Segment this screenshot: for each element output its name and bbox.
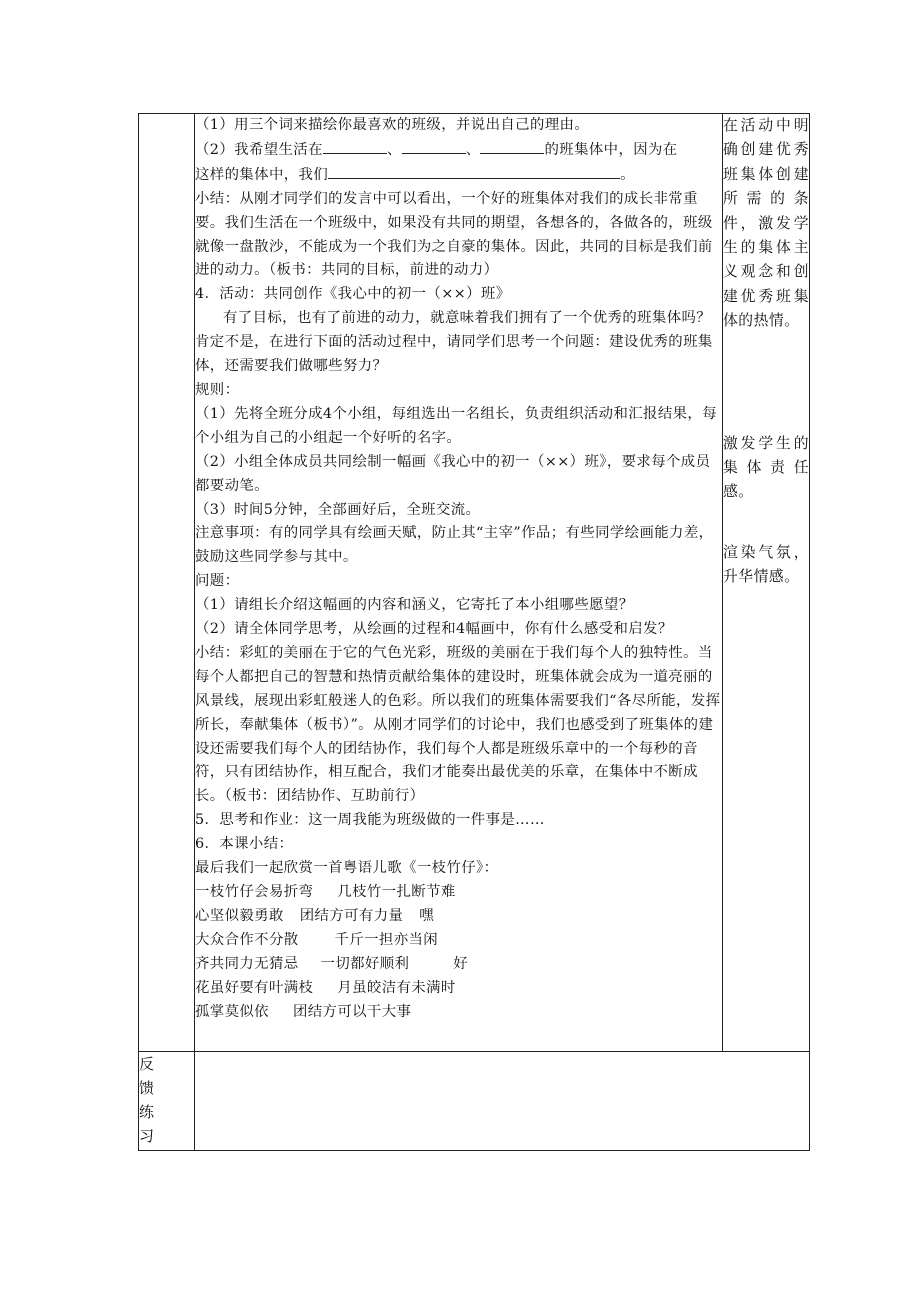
fill-blank[interactable]: [402, 138, 466, 154]
activity-row: [139, 114, 810, 1052]
song-lyrics: [195, 881, 722, 1024]
fill-blank[interactable]: [480, 138, 544, 154]
lyric: 千斤一担亦当闲: [334, 931, 439, 948]
lyric: 月虽皎洁有未满时: [337, 979, 456, 996]
item-5: 5．思考和作业：这一周我能为班级做的一件事是……: [195, 812, 545, 829]
rules-heading: 规则：: [195, 381, 240, 398]
song-line: [195, 881, 722, 905]
lyric: 嘿: [419, 907, 435, 924]
intent-2: 激发学生的集体责任感。: [723, 434, 809, 501]
lyric: 孤掌莫似依: [195, 1003, 269, 1020]
activity-content-cell: [195, 114, 723, 1052]
lesson-plan-table: [138, 113, 810, 1151]
label-char: 反: [139, 1055, 155, 1073]
rule-2: （2）小组全体成员共同绘制一幅画《我心中的初一（××）班》，要求每个成员都要动笔。: [195, 453, 711, 494]
rule-1: （1）先将全班分成4个小组，每组选出一名组长，负责组织活动和汇报结果，每个小组为自己的小组起一个好听的名字。: [195, 405, 717, 446]
lyric: 几枝竹一扎断节难: [337, 884, 456, 900]
label-char: 练: [139, 1103, 155, 1121]
question-1: （1）请组长介绍这幅画的内容和涵义，它寄托了本小组哪些愿望？: [195, 597, 634, 614]
feedback-content[interactable]: [195, 1052, 810, 1151]
summary-1: 小结：从刚才同学们的发言中可以看出，一个好的班集体对我们的成长非常重要。我们生活在一个班级中，如果没有共同的期望，各想各的，各做各的，班级就像一盘散沙，不能成为一个我们为之自豪的集体。因此，共同的目标是我们前进的动力。（板书：共同的目标，前进的动力）: [195, 190, 713, 279]
lyric: 齐共同力无猜忌: [195, 955, 299, 972]
text: 。: [620, 166, 635, 183]
lyric: 团结方可有力量: [299, 907, 404, 924]
summary-2: 小结：彩虹的美丽在于它的气色光彩，班级的美丽在于我们每个人的独特性。当每个人都把自己的智慧和热情贡献给集体的建设时，班集体就会成为一道亮丽的风景线，展现出彩虹般迷人的色彩。所以我们的班集体需要我们“各尽所能，发挥所长，奉献集体（板书）”。从刚才同学们的讨论中，我们也感受到了班集体的建设还需要我们每个人的团结协作，我们每个人都是班级乐章中的一个每秒的音符，只有团结协作，相互配合，我们才能奏出最优美的乐章，在集体中不断成长。（板书：团结协作、互助前行）: [195, 644, 721, 805]
intent-3: 渲染气氛，升华情感。: [723, 543, 809, 586]
song-line: [195, 953, 722, 977]
lyric: 团结方可以干大事: [292, 1003, 412, 1020]
question-2: （2）请全体同学思考，从绘画的过程和4幅画中，你有什么感受和启发？: [195, 621, 673, 638]
fill-blank[interactable]: [328, 163, 620, 179]
lyric: 好: [453, 955, 469, 972]
question-line-2: [195, 138, 722, 163]
label-char: 馈: [139, 1079, 155, 1097]
text: 的班集体中，因为在: [544, 141, 678, 158]
intent-1: 在活动中明确创建优秀班集体创建所需的条件，激发学生的集体主义观念和创建优秀班集体的热情。: [723, 117, 809, 330]
song-line: [195, 905, 722, 929]
song-intro: 最后我们一起欣赏一首粤语儿歌《一枝竹仔》：: [195, 860, 499, 877]
design-intent-cell: [723, 114, 810, 1052]
rule-3: （3）时间5分钟，全部画好后，全班交流。: [195, 501, 481, 518]
lyric: 一枝竹仔会易折弯: [195, 884, 314, 900]
activity-4-intro: 有了目标，也有了前进的动力，就意味着我们拥有了一个优秀的班集体吗？肯定不是，在进行下面的活动过程中，请同学们思考一个问题：建设优秀的班集体，还需要我们做哪些努力？: [195, 310, 713, 375]
song-line: [195, 977, 722, 1001]
label-char: 习: [139, 1127, 155, 1145]
text: 这样的集体中，我们: [195, 166, 329, 183]
lyric: 一切都好顺利: [320, 955, 410, 972]
lyric: 心坚似毅勇敢: [195, 907, 284, 924]
fill-blank[interactable]: [323, 138, 387, 154]
empty-label-cell: [139, 114, 195, 1052]
text: （2）我希望生活在: [195, 141, 323, 158]
song-line: [195, 929, 722, 953]
text: 、: [386, 141, 402, 158]
question-line-1: （1）用三个词来描绘你最喜欢的班级，并说出自己的理由。: [195, 117, 590, 133]
lyric: 花虽好要有叶满枝: [195, 979, 314, 996]
feedback-row: [139, 1052, 810, 1151]
song-line: [195, 1001, 722, 1025]
item-6: 6．本课小结：: [195, 836, 294, 853]
question-line-3: [195, 163, 722, 188]
activity-4-heading: 4．活动：共同创作《我心中的初一（××）班》: [195, 286, 511, 303]
notice: 注意事项：有的同学具有绘画天赋，防止其“主宰”作品；有些同学绘画能力差，鼓励这些同学参与其中。: [195, 525, 714, 566]
feedback-label: [139, 1052, 195, 1151]
text: 、: [465, 141, 481, 158]
lyric: 大众合作不分散: [195, 931, 299, 948]
questions-heading: 问题：: [195, 573, 240, 590]
